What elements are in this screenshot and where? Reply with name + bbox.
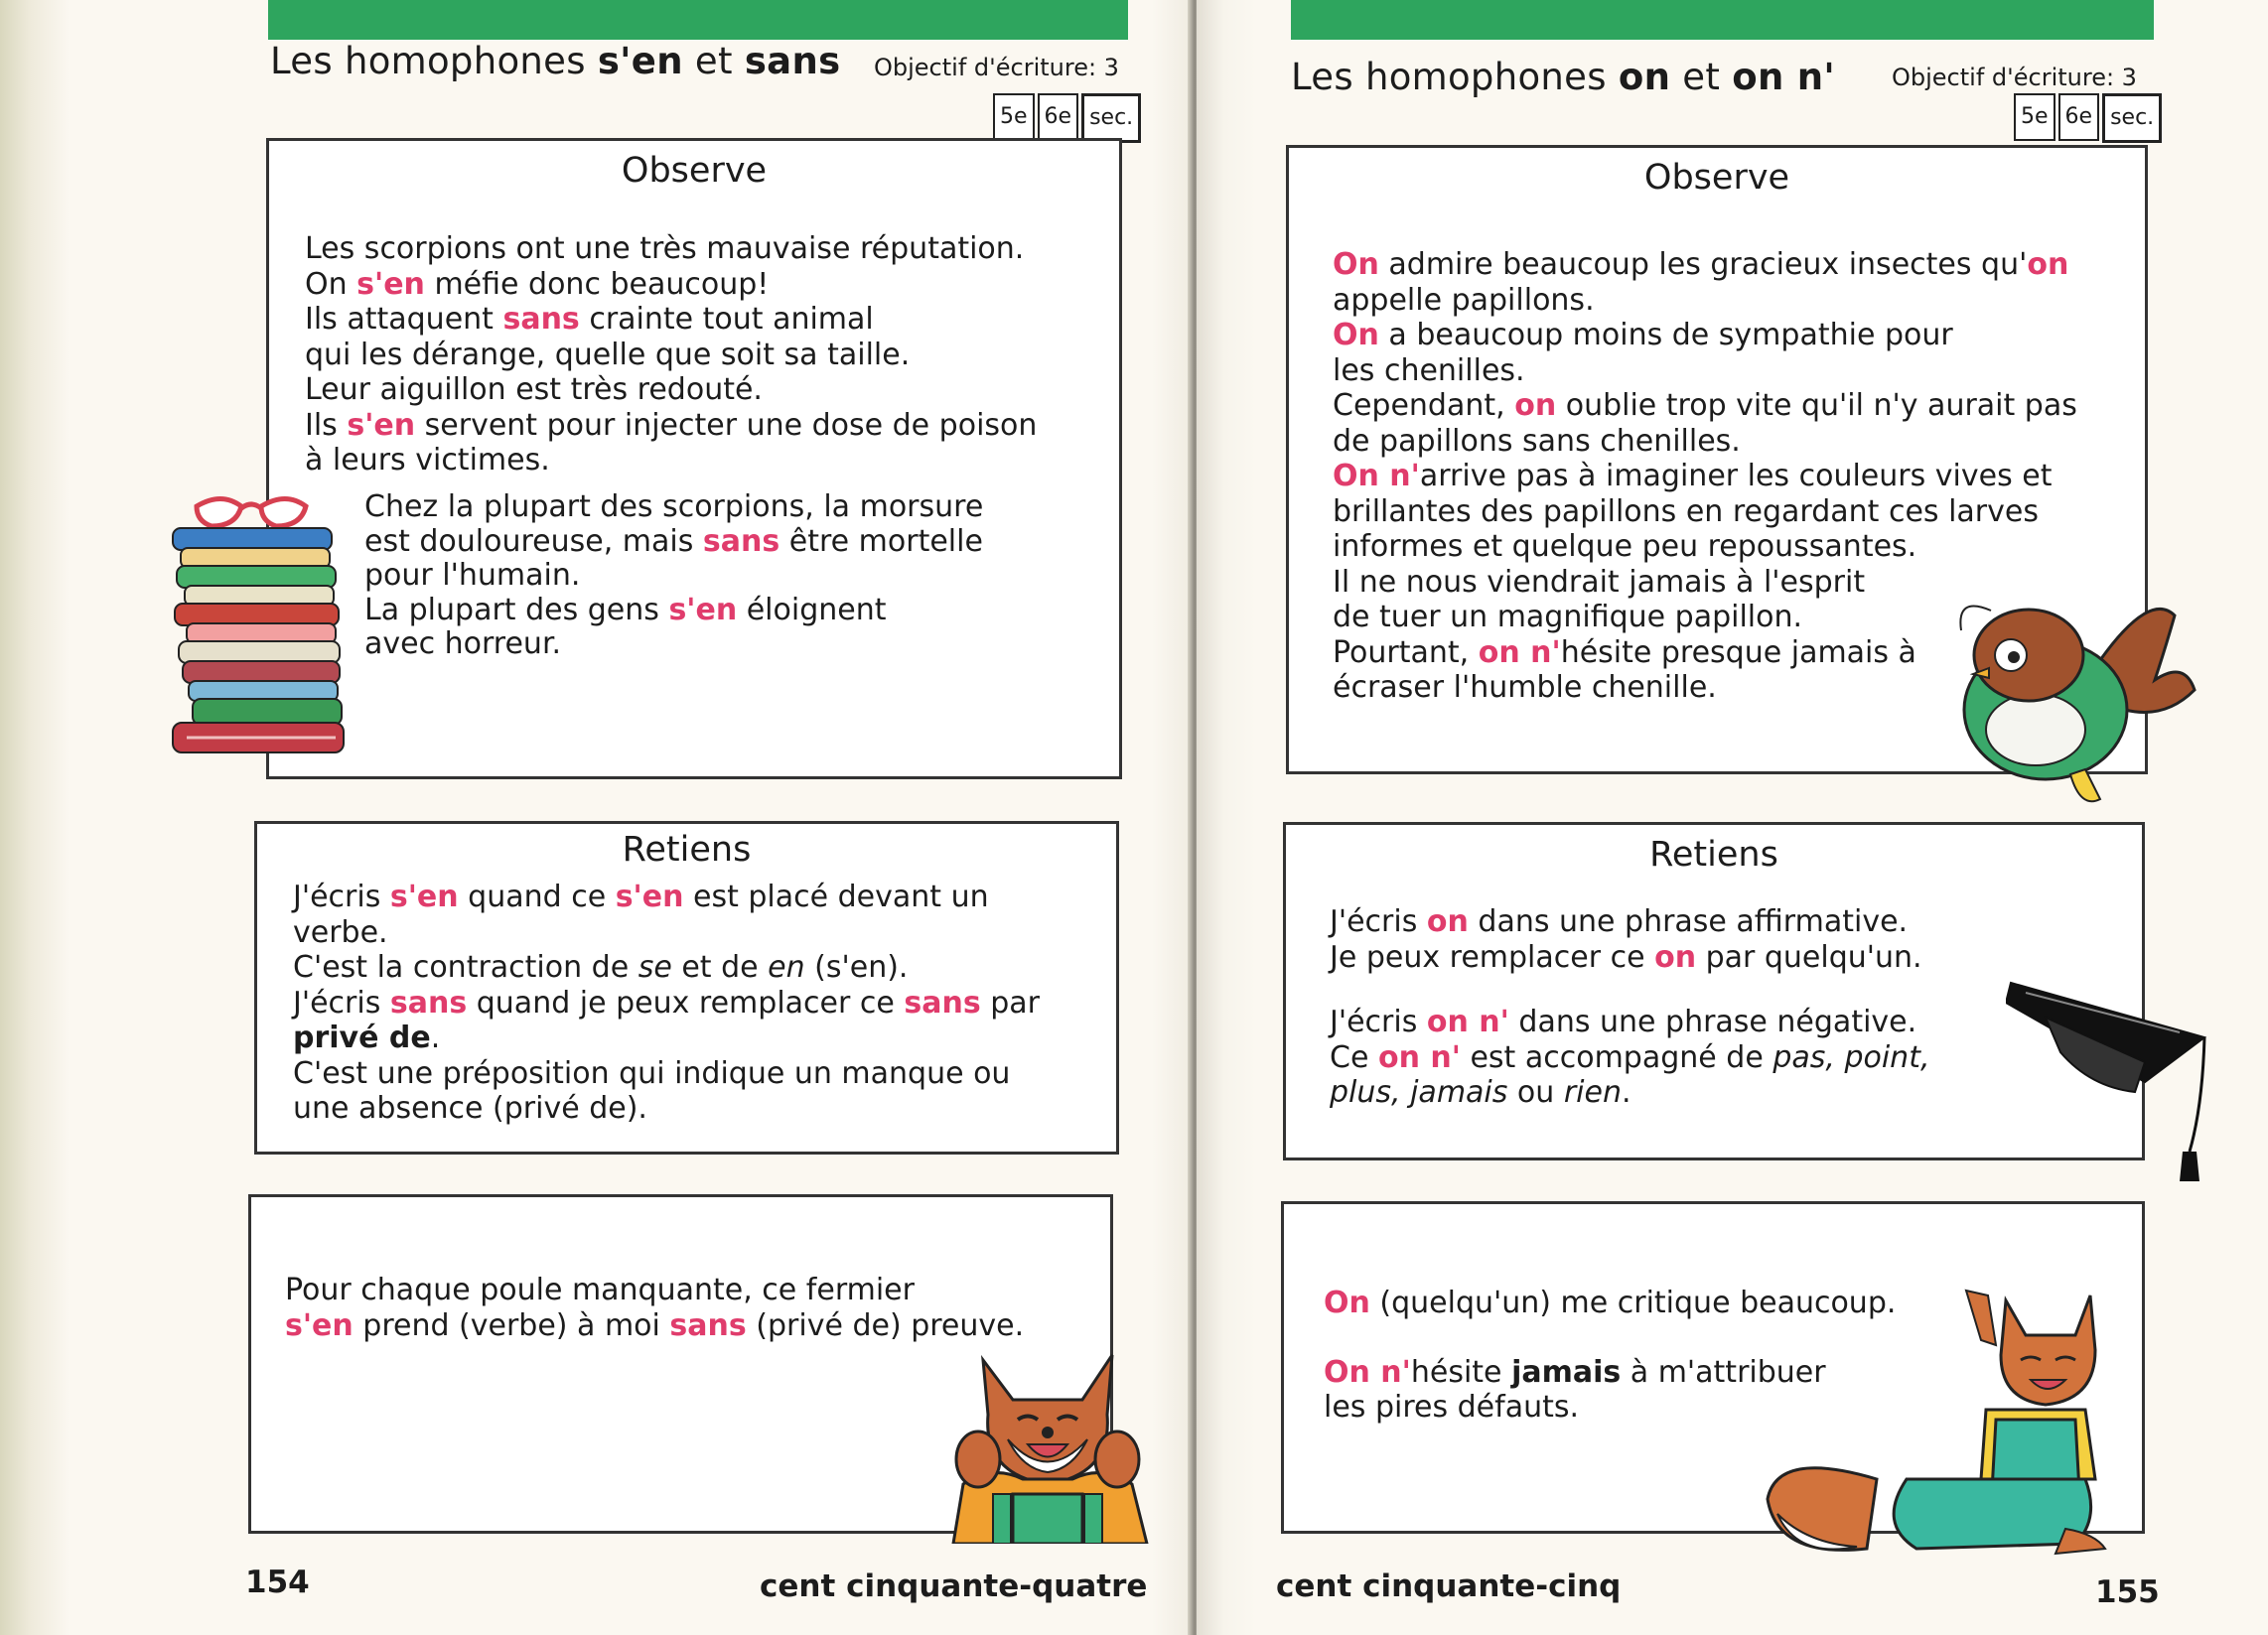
retiens-box	[254, 821, 1119, 1155]
owl-illustration	[1951, 571, 2199, 814]
level-badge: sec.	[2102, 93, 2162, 143]
observe-heading: Observe	[1643, 158, 1790, 198]
page-title: Les homophones s'en et sans	[270, 40, 841, 82]
observe-text: Les scorpions ont une très mauvaise réputation. On s'en méfie donc beaucoup! Ils attaquent sans crainte tout animal qui les dérange, quelle que soit sa taille. Leur aiguillon est très redouté. Ils s'en servent pour injecter une dose de poison à leurs victimes.	[305, 231, 1038, 477]
objectif-label: Objectif d'écriture: 3	[874, 54, 1119, 81]
example-text: Pour chaque poule manquante, ce fermier s'en prend (verbe) à moi sans (privé de) preuve.	[285, 1273, 1025, 1343]
graduation-cap-illustration	[2006, 978, 2219, 1196]
objectif-label: Objectif d'écriture: 3	[1892, 64, 2137, 91]
retiens-text: J'écris s'en quand ce s'en est placé devant un verbe. C'est la contraction de se et de en (s'en). J'écris sans quand je peux remplacer ce sans par privé de. C'est une préposition qui indique un manque ou une absence (privé de).	[293, 880, 1040, 1126]
observe-text: On admire beaucoup les gracieux insectes qu'on appelle papillons. On a beaucoup moins de sympathie pour les chenilles. Cependant, on oublie trop vite qu'il n'y aurait pas de papillons sans chenilles. On n'arrive pas à imaginer les couleurs vives et brillantes des papillons en regardant ces larves informes et quelque peu repoussantes. Il ne nous viendrait jamais à l'esprit de tuer un magnifique papillon. Pourtant, on n'hésite presque jamais à écraser l'humble chenille.	[1333, 247, 2077, 705]
page-number-words: cent cinquante-quatre	[760, 1568, 1148, 1604]
header-bar	[268, 0, 1128, 40]
observe-text-2: Chez la plupart des scorpions, la morsure est douloureuse, mais sans être mortelle pour l'humain. La plupart des gens s'en éloignent avec horreur.	[364, 489, 984, 661]
observe-box	[266, 138, 1122, 779]
fox-laughing-illustration	[933, 1345, 1162, 1544]
page-number: 155	[2095, 1574, 2160, 1610]
retiens-heading: Retiens	[1649, 835, 1778, 875]
level-badge: 5e	[2014, 93, 2055, 141]
level-badges	[990, 93, 1141, 143]
level-badge: sec.	[1081, 93, 1141, 143]
example-text: On (quelqu'un) me critique beaucoup. On n'hésite jamais à m'attribuer les pires défauts.	[1324, 1286, 1897, 1425]
glasses-icon	[197, 499, 306, 527]
retiens-heading: Retiens	[622, 830, 752, 870]
page-number: 154	[245, 1565, 310, 1600]
retiens-text: J'écris on dans une phrase affirmative. Je peux remplacer ce on par quelqu'un. J'écris on n' dans une phrase négative. Ce on n' est accompagné de pas, point, plus, jamais ou rien.	[1330, 904, 1930, 1110]
level-badge: 5e	[993, 93, 1035, 141]
page-title: Les homophones on et on n'	[1291, 56, 1836, 98]
book-stack-illustration	[167, 486, 355, 784]
header-bar	[1291, 0, 2154, 40]
page-number-words: cent cinquante-cinq	[1276, 1568, 1622, 1604]
fox-sitting-illustration	[1758, 1281, 2115, 1568]
level-badge: 6e	[2058, 93, 2100, 141]
observe-heading: Observe	[621, 151, 768, 191]
level-badge: 6e	[1038, 93, 1079, 141]
level-badges	[2011, 93, 2162, 143]
right-page	[1197, 0, 2268, 1635]
